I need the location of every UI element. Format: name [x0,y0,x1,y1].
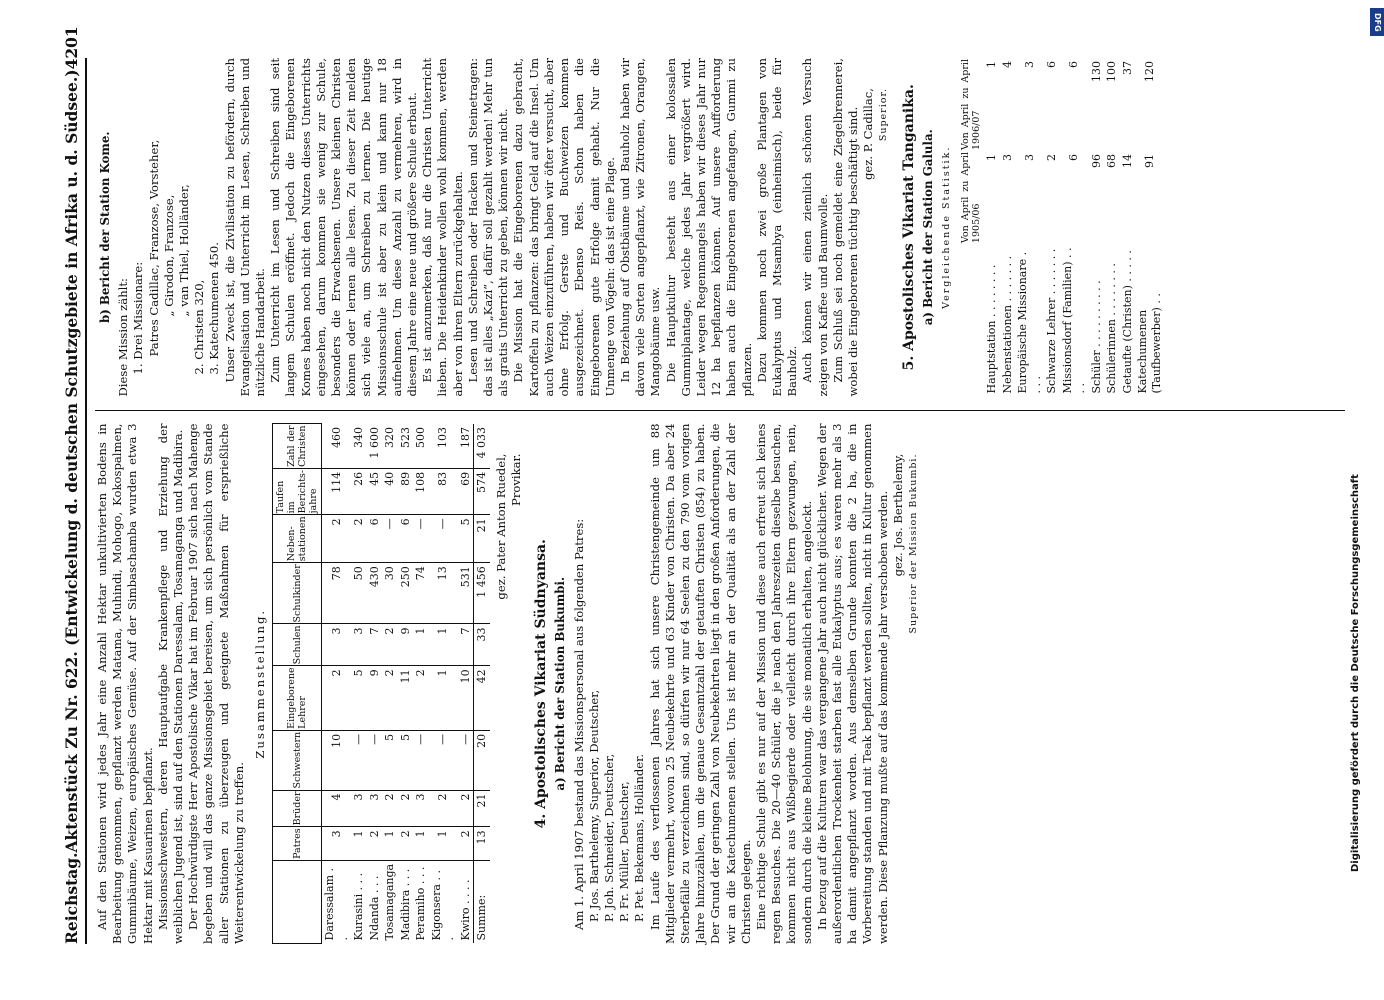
table-cell: Summe: [474,860,490,943]
table-cell: 9 [367,666,383,731]
list-item: 1. Drei Missionare: [131,261,146,375]
section-heading: 5. Apostolisches Vikariat Tanganika. [900,84,917,371]
paragraph: Die Mission hat die Eingeborenen dazu gebracht, Kartoffeln zu pflanzen: das bringt Geld auf die Insel. Um auch Weizen einzuführen, haben wir öfter versucht, aber ohne Erfolg. Gerste und Buchweizen kommen ausgezeichnet. Ebenso Reis. Schon haben die Eingeborenen gute Erfolge damit gehabt. Nur die Unmenge von Vögeln: das ist eine Plage. [511,58,617,397]
table-cell: 91 [1142,154,1156,169]
list-item: „ Girodon, Franzose, [161,194,176,317]
table-header-row [273,424,322,944]
table-cell: Schülerinnen . . . . . . . . [1105,263,1119,394]
column-header: Zahl der Christen [273,424,322,468]
header-title: Aktenstück Zu Nr. 622. (Entwickelung d. deutschen Schutzgebiete in Afrika u. d. Südsee.) [62,69,81,853]
table-cell: — [351,730,367,790]
table-cell: 4 033 [474,424,490,468]
table-cell: 20 [474,730,490,790]
table-cell: 3 [1022,154,1036,162]
paragraph: Unser Zweck ist, die Zivilisation zu befördern, durch Evangelisation und Unterricht im Lesen, Schreiben und nützliche Handarbeit. [222,58,268,397]
table-cell: 6 [367,515,383,563]
column-header: Von April zu April 1906/07 [960,59,983,151]
table-cell: 5 [398,730,414,790]
table-cell: — [413,730,429,790]
column-header: Schulen [273,624,322,666]
paragraph: Missionsschwestern, deren Hauptaufgabe Krankenpflege und Erziehung der weiblichen Jugend ist, sind auf den Stationen Daressalam, Tosamaganga und Madibira. [155,423,186,944]
column-header: Von April zu April 1905/06 [960,152,983,244]
table-cell: 2 [322,515,352,563]
table-row [429,424,458,944]
table-cell: — [458,730,474,790]
table-cell: 531 [458,563,474,624]
table-header-row [958,58,984,397]
table-cell: Getaufte (Christen) . . . . . [1120,250,1134,394]
table-cell: 250 [398,563,414,624]
table-cell: 6 [1067,154,1081,162]
paragraph: Der Hochwürdigste Herr Apostolische Vikar hat im Februar 1907 sich nach Mahenge begeben und will das ganze Missionsgebiet bereisen, um sich persönlich vom Stande aller Stationen zu überzeugen und geeignete Maßnahmen für ersprießliche Weiterentwickelung zu treffen. [186,423,246,944]
table-cell: Ndanda . . . [367,875,381,941]
table-cell: 1 [985,61,999,68]
table-cell: — [382,515,398,563]
table-cell: 2 [398,827,414,861]
table-row [1015,58,1044,397]
table-cell: 68 [1105,154,1119,169]
signature-title: Superior der Mission Bukumbi. [908,453,920,634]
table-cell: 1 600 [367,424,383,468]
list-item: P. Fr. Müller, Deutscher, [617,781,632,922]
table-cell: 5 [382,730,398,790]
paragraph: Zum Schluß sei noch gemeldet eine Ziegelbrennerei, wobei die Eingeborenen tüchtig beschäftigt sind. [830,58,860,397]
table-cell: 120 [1142,61,1156,82]
table-cell: 50 [351,563,367,624]
table-cell: 6 [1067,61,1081,68]
table-row [1120,58,1136,397]
statistics-table [958,58,1164,397]
table-cell: 6 [1045,61,1059,68]
table-row [382,424,398,944]
table-cell: 3 [322,624,352,666]
table-cell: 500 [413,424,429,468]
table-cell: 37 [1120,61,1134,75]
table-row [398,424,414,944]
table-row [413,424,429,944]
table-cell: 21 [474,515,490,563]
table-cell: 430 [367,563,383,624]
table-cell: Schwarze Lehrer . . . . . . . [1045,248,1059,394]
table-cell: 45 [367,468,383,515]
header-left: Reichstag. [62,852,81,944]
list-item: „ van Thiel, Holländer, [177,184,192,317]
list-item: P. Jos. Barthelemy, Superior, Deutscher, [586,689,601,922]
table-row [367,424,383,944]
table-cell: 5 [458,515,474,563]
table-cell: 2 [351,515,367,563]
subsection-heading: b) Bericht der Station Kome. [98,131,112,324]
paragraph: Auch können wir einen ziemlich schönen Versuch zeigen von Kaffee und Baumwolle. [800,58,830,397]
table-cell: Kigonsera . . . [429,870,457,941]
table-cell: Kurasini . . . [352,872,366,941]
column-header: Patres [273,827,322,861]
table-cell: 100 [1105,61,1119,82]
digitization-credit [1350,8,1376,992]
table-cell: 6 [398,515,414,563]
table-cell: 96 [1089,154,1103,169]
table-row [1104,58,1120,397]
table-row [1060,58,1089,397]
paragraph: Auf den Stationen wird jedes Jahr eine Anzahl Hektar unkultivierten Bodens in Bearbeitung genommen, gepflanzt werden Matama, Muhindi, Mohogo, Kokospalmen, Gummibäume, Weizen, europäisches Gemüse. Auf der Simbaschamba wurden etwa 3 Hektar mit Kasuarinen bepflanzt. [95,423,155,944]
table-cell: 1 [382,827,398,861]
table-cell: 42 [474,666,490,731]
column-header [273,860,322,943]
table-cell: 1 [429,666,458,731]
paragraph: Eine richtige Schule gibt es nur auf der Mission und diese auch erfreut sich keines regen Besuches. Die 20—40 Schüler, die je nach den Jahreszeiten dieselbe besuchen, kommen nicht aus Wißbegierde oder vielleicht durch ihre Eltern gezwungen, nein, sondern durch die kleine Belohnung, die sie monatlich erhalten, angelockt. [753,423,814,944]
table-row [1000,58,1016,397]
table-sum-row [474,424,490,944]
subsection-heading: a) Bericht der Station Galula. [920,129,935,326]
table-cell: 74 [413,563,429,624]
table-cell: 2 [1045,154,1059,162]
table-cell: 3 [1022,61,1036,68]
table-cell: 574 [474,468,490,515]
subsection-heading: a) Bericht der Station Bukumbi. [553,576,568,791]
table-cell: — [413,515,429,563]
table-cell: Tosamaganga [383,863,397,941]
table-cell: 83 [429,468,458,515]
table-cell: 7 [367,624,383,666]
table-cell: Schüler . . . . . . . . . . [1089,280,1103,394]
table-cell: 2 [413,666,429,731]
summary-table [272,424,490,945]
table-row [984,58,1000,397]
credit-text: Digitalisierung gefördert durch die Deutsche Forschungsgemeinschaft [1350,474,1361,872]
table-cell: 130 [1089,61,1103,82]
paragraph: In Beziehung auf Obstbäume und Bauholz haben wir davon viele Sorten angepflanzt, wie Zitronen, Orangen, Mangobäume usw. [617,58,663,397]
signature: gez. Jos. Berthelemy, [890,453,905,577]
table-cell: 4 [1000,61,1014,68]
table-cell: 13 [429,563,458,624]
table-cell: 187 [458,424,474,468]
table-cell: 40 [382,468,398,515]
table-cell: 2 [367,827,383,861]
table-cell: 3 [1000,154,1014,162]
table-row [1044,58,1060,397]
table-cell: 1 [413,827,429,861]
table-cell: 2 [458,790,474,827]
table-cell: 9 [398,624,414,666]
list-item: 2. Christen 320, [192,279,207,375]
table-cell: 523 [398,424,414,468]
table-cell: 460 [322,424,352,468]
table-cell: 2 [458,827,474,861]
table-cell: 3 [413,790,429,827]
paragraph: Im Laufe des verflossenen Jahres hat sich unsere Christengemeinde um 88 Mitglieder vermehrt, wovon 25 Neubekehrte und 63 Kinder von Christen. Da aber 24 Sterbefälle zu verzeichnen sind, so dürfen wir nur 64 Seelen zu den 790 vom vorigen Jahre hinzuzählen, um die genaue Gesamtzahl der getauften Christen (854) zu haben. Der Grund der geringen Zahl von Neubekehrten liegt in den großen Anforderungen, die wir an die Katechumenen stellen. Uns ist mehr an der Qualität als an der Zahl der Christen gelegen. [647,423,753,944]
table-cell: 2 [429,790,458,827]
table-row [458,424,474,944]
table-cell: 2 [382,666,398,731]
signature: gez. Pater Anton Ruedel, [493,453,508,600]
table-cell: 2 [398,790,414,827]
table-cell: 33 [474,624,490,666]
page-header [62,26,87,944]
column-header: Eingeborene Lehrer [273,666,322,731]
table-cell: Daressalam . . [323,868,350,941]
table-cell: 3 [351,624,367,666]
paragraph: Dazu kommen noch zwei große Plantagen von Eukalyptus und Mtsambya (einheimisch), beide für Bauholz. [754,58,800,397]
column-header: Schulkinder [273,563,322,624]
table-cell: 10 [322,730,352,790]
table-cell: 1 [351,827,367,861]
table-cell: 3 [351,790,367,827]
table-cell: 2 [322,666,352,731]
dfg-logo: DFG [1370,8,1384,36]
column-header: Taufen im Berichts-jahre [273,468,322,515]
table-title: Zusammenstellung. [253,608,268,759]
table-row [351,424,367,944]
paragraph: Am 1. April 1907 bestand das Missionspersonal aus folgenden Patres: [571,518,586,930]
table-cell: 2 [382,624,398,666]
list-item: 3. Katechumenen 450. [207,242,222,375]
signature-title: Superior. [878,88,890,142]
signature: gez. P. Cadillac, [861,88,876,181]
table-cell: 1 456 [474,563,490,624]
table-cell: — [367,730,383,790]
left-column [95,411,1345,945]
table-cell: 30 [382,563,398,624]
paragraph: Die Hauptkultur besteht aus einer kolossalen Gummiplantage, welche jedes Jahr vergrößert wird. Leider wegen Regenmangels haben wir dieses Jahr nur 12 ha bepflanzen können. Auf unsere Aufforderung haben auch die Eingeborenen angefangen, Gummi zu pflanzen. [663,58,754,397]
paragraph: Diese Mission zählt: [116,278,131,397]
table-cell: 1 [429,827,458,861]
table-cell: Missionsdorf (Familien) . . . . [1060,247,1088,394]
paragraph: In bezug auf die Kulturen war das vergangene Jahr auch nicht glücklicher. Wegen der außerordentlichen Trockenheit starben fast alle Eukalyptus aus; es waren mehr als 3 ha damit angepflanzt worden. Aus demselben Grunde konnten die 2 ha, die in Vorbereitung standen und mit Teak bepflanzt werden sollten, nicht in Kultur genommen werden. Diese Pflanzung mußte auf das kommende Jahr verschoben werden. [814,423,890,944]
table-cell: 89 [398,468,414,515]
table-cell: 21 [474,790,490,827]
table-cell: Katechumenen (Taufbewerber) . . [1136,293,1163,394]
table-cell: 114 [322,468,352,515]
table-cell: 108 [413,468,429,515]
list-item: P. Joh. Schneider, Deutscher, [601,753,616,922]
table-row [1135,58,1164,397]
table-cell: 103 [429,424,458,468]
table-cell: Peramiho . . . [414,866,428,941]
table-cell: 7 [458,624,474,666]
table-cell: — [429,515,458,563]
table-cell: Nebenstationen . . . . . . . [1000,255,1014,394]
table-cell: 4 [322,790,352,827]
table-cell: 1 [429,624,458,666]
table-cell: Kwiro . . . . [458,879,472,941]
table-cell: 26 [351,468,367,515]
table-cell: 1 [413,624,429,666]
paragraph: Lesen und Schreiben oder Hacken und Steinetragen: das ist alles „Kazi“, dafür soll gezahlt werden! Mehr tun als gratis Unterricht zu geben, können wir nicht. [465,58,511,397]
table-cell: 2 [382,790,398,827]
list-item: P. Pet. Bekemans, Holländer. [632,753,647,922]
table-cell: 69 [458,468,474,515]
table-cell: 3 [367,790,383,827]
table-cell: 11 [398,666,414,731]
table-cell: 340 [351,424,367,468]
table-cell: 5 [351,666,367,731]
column-header: Neben-stationen [273,515,322,563]
table-cell: Europäische Missionare . . . . [1016,251,1043,394]
column-header: Brüder [273,790,322,827]
table-cell: 10 [458,666,474,731]
table-row [322,424,352,944]
list-item: Patres Cadillac, Franzose, Vorsteher, [146,139,161,357]
table-cell: Hauptstation . . . . . . . . [985,264,999,394]
table-cell: 13 [474,827,490,861]
statistics-title: Vergleichende Statistik. [940,145,952,309]
table-cell: 14 [1120,154,1134,169]
table-cell: Madibira . . . [398,868,412,941]
section-heading: 4. Apostolisches Vikariat Südnyansa. [533,539,550,829]
table-cell: 320 [382,424,398,468]
right-column [95,58,1345,411]
table-cell: — [429,730,458,790]
table-cell: 3 [322,827,352,861]
table-cell: 78 [322,563,352,624]
column-header: Schwestern [273,730,322,790]
paragraph: Zum Unterricht im Lesen und Schreiben sind seit langem Schulen eröffnet. Jedoch die Eingeborenen Komes haben noch nicht den Nutzen dieses Unterrichts eingesehen, darum kommen sie wenig zur Schule, besonders die Erwachsenen. Unsere kleinen Christen können oder lernen alle lesen. Zu dieser Zeit melden sich viele an, um Schreiben zu lernen. Die heutige Missionsschule ist aber zu klein und kann nur 18 aufnehmen. Um diese Anzahl zu vermehren, wird in diesem Jahre eine neue und größere Schule erbaut. [268,58,420,397]
table-cell: 1 [985,154,999,162]
page-number: 4201 [62,26,81,70]
table-row [1089,58,1105,397]
column-header [958,244,984,396]
signature-title: Provikar. [508,453,523,506]
paragraph: Es ist anzumerken, daß nur die Christen Unterricht lieben. Die Heidenkinder wollen wohl kommen, werden aber von ihren Eltern zurückgehalten. [420,58,465,397]
